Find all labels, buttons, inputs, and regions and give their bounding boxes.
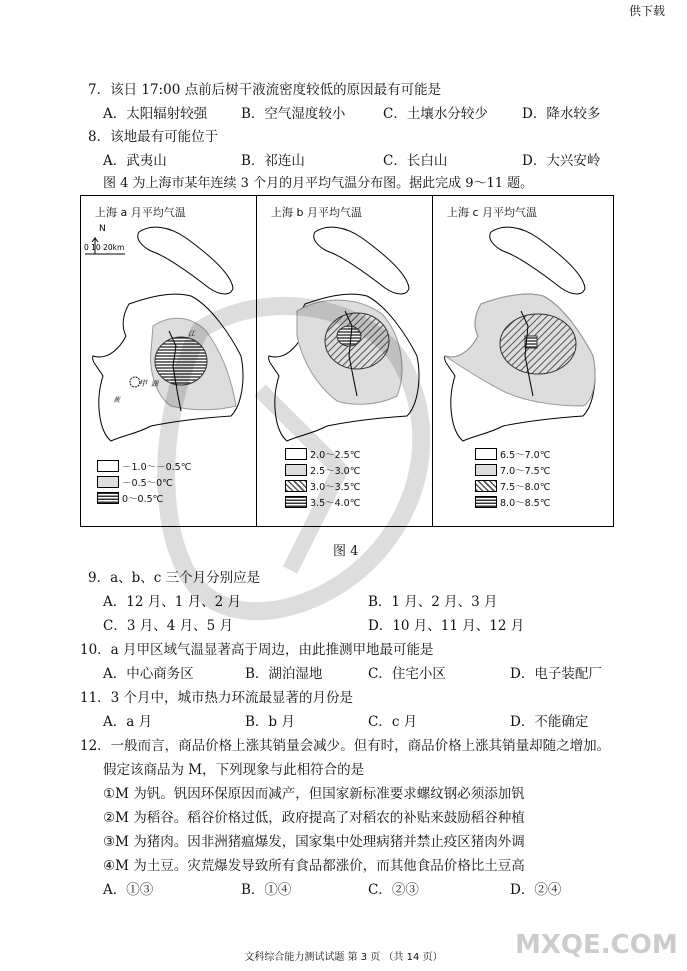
q8-option-a: A．武夷山 [103, 153, 167, 169]
q10-stem: 10．a 月甲区域气温显著高于周边，由此推测甲地最可能是 [80, 642, 434, 658]
q8-option-b: B．祁连山 [241, 153, 305, 169]
q12-option-a: A．①③ [103, 882, 154, 898]
q10-option-d: D．电子装配厂 [510, 666, 602, 682]
q7-stem: 7．该日 17:00 点前后树干液流密度较低的原因最有可能是 [88, 82, 442, 98]
zone-warm [155, 337, 207, 385]
watermark-text: MXQE.COM [515, 930, 678, 960]
river-label: 江 [188, 330, 195, 338]
figure-intro: 图 4 为上海市某年连续 3 个月的月平均气温分布图。据此完成 9～11 题。 [103, 176, 534, 191]
q12-line2: 假定该商品为 M，下列现象与此相符合的是 [103, 762, 365, 778]
legend-b-3: 3.5～4.0℃ [310, 498, 361, 509]
scale-label: 0 10 20km [84, 243, 125, 252]
q7-option-d: D．降水较多 [522, 106, 601, 122]
page-footer: 文科综合能力测试试题 第 3 页 （共 14 页） [244, 952, 443, 963]
north-label: N [99, 224, 106, 234]
legend-b-2: 3.0～3.5℃ [310, 482, 361, 493]
q9-option-c: C．3 月、4 月、5 月 [103, 618, 233, 634]
q12-option-d: D．②④ [510, 882, 562, 898]
q12-option-c: C．②③ [368, 882, 419, 898]
legend-b-1: 2.5～3.0℃ [310, 466, 361, 477]
q9-stem: 9．a、b、c 三个月分别应是 [88, 570, 261, 586]
q12-stem: 12．一般而言，商品价格上涨其销量会减少。但有时，商品价格上涨其销量却随之增加。 [80, 738, 611, 754]
q11-option-b: B．b 月 [245, 714, 295, 730]
header-note: 供下载 [628, 4, 665, 18]
q7-option-b: B．空气湿度较小 [241, 106, 346, 122]
q10-option-a: A．中心商务区 [103, 666, 194, 682]
legend-c-3: 8.0～8.5℃ [500, 498, 551, 509]
panel-b [257, 196, 433, 526]
q12-item-4: ④M 为土豆。灾荒爆发导致所有食品都涨价，而其他食品价格比土豆高 [103, 858, 525, 874]
q12-item-3: ③M 为猪肉。因非洲猪瘟爆发，国家集中处理病猪并禁止疫区猪肉外调 [103, 834, 525, 850]
q9-option-d: D．10 月、11 月、12 月 [368, 618, 525, 634]
legend-c-0: 6.5～7.0℃ [500, 450, 551, 461]
q8-stem: 8．该地最有可能位于 [88, 129, 219, 145]
legend-c-2: 7.5～8.0℃ [500, 482, 551, 493]
legend-a-0: －1.0～－0.5℃ [122, 462, 192, 473]
legend-b-0: 2.0～2.5℃ [310, 450, 361, 461]
panel-c-title: 上海 c 月平均气温 [447, 206, 538, 219]
figure-4 [80, 195, 614, 527]
jia-label: 甲 [139, 379, 147, 388]
q11-option-a: A．a 月 [103, 714, 153, 730]
legend-c [475, 446, 550, 510]
q12-item-1: ①M 为钒。钒因环保原因而减产，但国家新标准要求螺纹钢必须添加钒 [103, 786, 525, 802]
q11-option-d: D．不能确定 [510, 714, 589, 730]
island [138, 227, 233, 294]
legend-c-1: 7.0～7.5℃ [500, 466, 551, 477]
legend-a-2: 0～0.5℃ [122, 494, 164, 505]
q11-stem: 11．3 个月中，城市热力环流最显著的月份是 [80, 690, 354, 706]
q7-option-a: A．太阳辐射较强 [103, 106, 208, 122]
q8-option-d: D．大兴安岭 [522, 153, 601, 169]
q11-option-c: C．c 月 [368, 714, 418, 730]
panel-c [433, 196, 613, 526]
q9-option-a: A．12 月、1 月、2 月 [103, 594, 241, 610]
legend-b [285, 446, 360, 510]
q8-option-c: C．长白山 [383, 153, 448, 169]
q9-option-b: B．1 月、2 月、3 月 [368, 594, 498, 610]
panel-b-title: 上海 b 月平均气温 [271, 206, 362, 219]
dianhu-label: 湖 [151, 380, 158, 388]
figure-caption: 图 4 [333, 544, 359, 559]
panel-a [81, 196, 257, 526]
huangpu-label: 黄 [113, 396, 120, 404]
panel-a-title: 上海 a 月平均气温 [95, 206, 186, 219]
legend-a-1: －0.5～0℃ [122, 478, 173, 489]
legend-a [97, 458, 191, 506]
q10-option-b: B．湖泊湿地 [245, 666, 323, 682]
q12-option-b: B．①④ [241, 882, 292, 898]
q10-option-c: C．住宅小区 [368, 666, 446, 682]
q12-item-2: ②M 为稻谷。稻谷价格过低，政府提高了对稻农的补贴来鼓励稻谷种植 [103, 810, 525, 826]
q7-option-c: C．土壤水分较少 [383, 106, 488, 122]
